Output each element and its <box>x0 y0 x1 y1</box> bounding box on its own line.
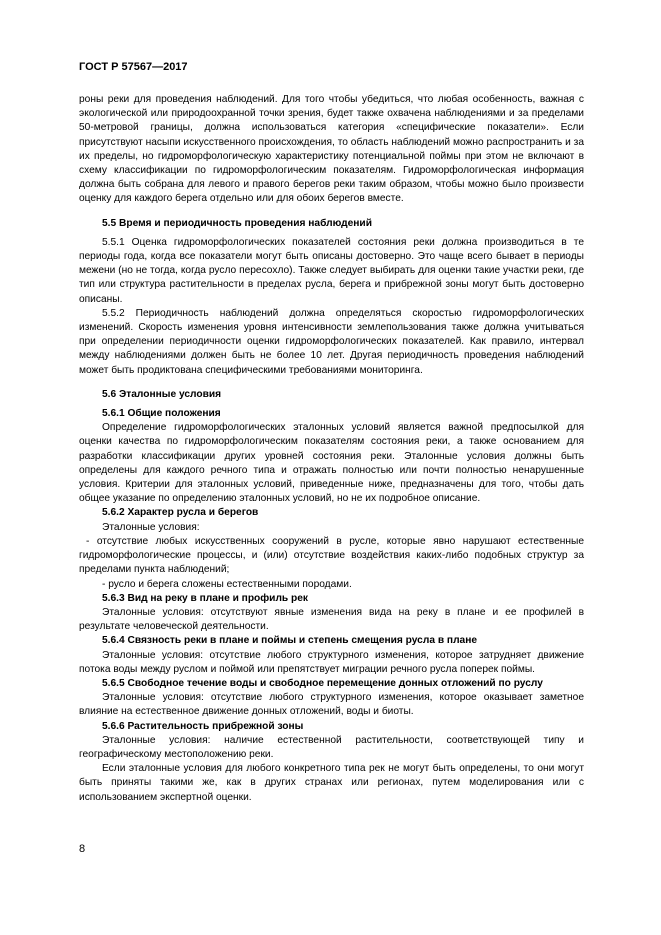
paragraph-continued: роны реки для проведения наблюдений. Для того чтобы убедиться, что любая особенность, важная с экологической или природоохранной точки зрения, будет также охвачена наблюдениями и за пределами 50-метровой границы, должна использоваться категория «специфические показатели». Если присутствуют насыпи искусственного происхождения, то область наблюдений можно распространить и за их пределы, но гидроморфологическую характеристику потенциальной поймы при этом не включают в схему классификации по гидроморфологическим показателям. Гидроморфологическая информация должна быть собрана для левого и правого берегов реки таким образом, чтобы можно было произвести оценку для каждого берега отдельно или для обоих берегов вместе. <box>79 94 584 205</box>
list-item-5-6-2-b: - русло и берега сложены естественными породами. <box>102 578 352 590</box>
paragraph-5-6-3: Эталонные условия: отсутствуют явные изменения вида на реку в плане и ее профилей в результате человеческой деятельности. <box>79 606 584 633</box>
paragraph-5-6-5: Эталонные условия: отсутствие любого структурного изменения, которое оказывает заметное влияние на естественное движение донных отложений, воды и биоты. <box>79 692 584 718</box>
paragraph-5-6-6: Эталонные условия: наличие естественной растительности, соответствующей типу и географическому местоположению реки. <box>79 734 584 760</box>
paragraph-final: Если эталонные условия для любого конкретного типа рек не могут быть определены, то они могут быть приняты такими же, как в других странах или регионах, путем моделирования или с использованием экспертной оценки. <box>79 763 584 803</box>
document-body <box>79 93 584 805</box>
subsection-heading-5-6-2: 5.6.2 Характер русла и берегов <box>102 507 259 519</box>
section-heading-5-5: 5.5 Время и периодичность проведения наблюдений <box>102 217 372 229</box>
subsection-heading-5-6-1: 5.6.1 Общие положения <box>102 408 221 420</box>
subsection-heading-5-6-6: 5.6.6 Растительность прибрежной зоны <box>102 720 304 732</box>
subsection-heading-5-6-5: 5.6.5 Свободное течение воды и свободное перемещение донных отложений по руслу <box>102 677 543 689</box>
section-heading-5-6: 5.6 Эталонные условия <box>102 388 222 400</box>
paragraph-5-6-1: Определение гидроморфологических эталонных условий является важной предпосылкой для оценки качества по гидроморфологическим показателям состояния реки, а также основанием для разработки классификации других уровней состояния реки. Эталонные условия должны быть определены для каждого речного типа и отражать полностью или почти полностью ненарушенные условия. Критерии для эталонных условий, приведенные ниже, предназначены для того, чтобы дать общее указание по определению эталонных условий, но не их подробное описание. <box>79 422 584 505</box>
paragraph-5-6-4: Эталонные условия: отсутствие любого структурного изменения, которое затрудняет движение потока воды между руслом и поймой или препятствует миграции речного русла поперек поймы. <box>79 649 584 675</box>
paragraph-5-5-2: 5.5.2 Периодичность наблюдений должна определяться скоростью гидроморфологических изменений. Скорость изменения уровня интенсивности землепользования также должна учитываться при определении периодичности оценки гидроморфологических показателей. Как правило, интервал между наблюдениями должен быть не более 10 лет. Другая периодичность проведения наблюдений может быть продиктована специфическими требованиями мониторинга. <box>79 307 584 376</box>
paragraph-5-5-1: 5.5.1 Оценка гидроморфологических показателей состояния реки должна производиться в те периоды года, когда все показатели могут быть описаны достоверно. Это чаще всего бывает в периоды межени (но не тогда, когда русло пересохло). Также следует выбирать для оценки такие участки реки, где тип или структура растительности в пределах русла, берега и прибрежной зоны могут быть достоверно описаны. <box>79 236 584 305</box>
paragraph-5-6-2-intro: Эталонные условия: <box>102 521 200 533</box>
subsection-heading-5-6-3: 5.6.3 Вид на реку в плане и профиль рек <box>102 592 308 604</box>
list-item-5-6-2-a: - отсутствие любых искусственных сооружений в русле, которые явно нарушают естественные гидроморфологические процессы, и (или) отсутствие воздействия каких-либо подобных структур за пределами пункта наблюдений; <box>79 535 584 576</box>
subsection-heading-5-6-4: 5.6.4 Связность реки в плане и поймы и степень смещения русла в плане <box>102 635 478 647</box>
document-header: ГОСТ Р 57567—2017 <box>79 61 188 73</box>
page-number: 8 <box>79 843 86 855</box>
